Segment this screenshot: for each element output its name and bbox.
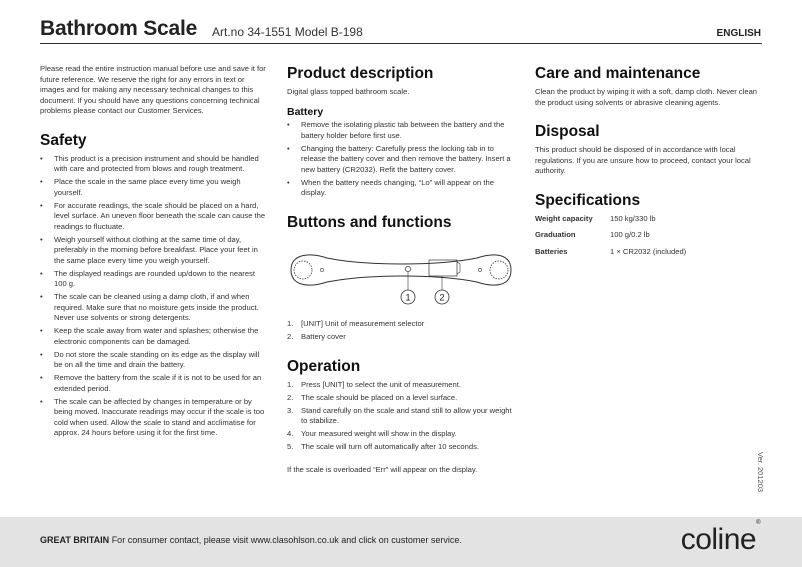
list-item: 1. [UNIT] Unit of measurement selector — [287, 319, 425, 328]
spec-value: 100 g/0.2 lb — [610, 230, 650, 239]
callout-label-2: 2 — [439, 292, 445, 303]
operation-heading: Operation — [287, 357, 361, 375]
callout-label-1: 1 — [405, 292, 411, 303]
registered-mark: ® — [756, 520, 760, 526]
column-right — [535, 64, 763, 263]
product-heading: Product description — [287, 65, 434, 82]
scale-body-outline — [291, 254, 511, 284]
header-divider — [40, 43, 762, 44]
version-label: Ver. 201203 — [756, 452, 765, 493]
spec-value: 1 × CR2032 (included) — [610, 246, 687, 256]
battery-heading: Battery — [287, 105, 324, 118]
specifications-heading: Specifications — [535, 191, 641, 209]
list-item: • Remove the isolating plastic tab between the battery and the battery holder before first use. — [287, 120, 515, 141]
list-item: • Weigh yourself without clothing at the same time of day, preferably in the morning before breakfast. Place your feet in the same place every time you weigh yourself. — [40, 235, 268, 267]
table-row — [535, 214, 686, 231]
footer-contact-text: For consumer contact, please visit www.clasohlson.co.uk and click on customer service. — [111, 535, 462, 545]
footer-country: GREAT BRITAIN — [40, 535, 110, 545]
operation-list — [287, 380, 515, 453]
column-left — [40, 64, 268, 441]
battery-list — [287, 120, 515, 199]
intro-text: Please read the entire instruction manual before use and save it for future reference. We reserve the right for any errors in text or images and for making any necessary technical changes to this document. If you should have any questions concerning technical problems please contact our Customer Services. — [40, 64, 266, 115]
footer-contact — [40, 535, 462, 545]
list-item: • The displayed readings are rounded up/down to the nearest 100 g. — [40, 269, 268, 290]
list-item: 3. Stand carefully on the scale and stand still to allow your weight to stabilize. — [287, 405, 512, 425]
list-item: 2. The scale should be placed on a level surface. — [287, 392, 458, 402]
disposal-text: This product should be disposed of in accordance with local regulations. If you are unsure how to proceed, contact your local authority. — [535, 145, 751, 175]
list-item: • Place the scale in the same place every time you weigh yourself. — [40, 177, 268, 198]
table-row — [535, 230, 686, 247]
document-title: Bathroom Scale — [40, 17, 198, 40]
article-number: Art.no 34-1551 Model B-198 — [212, 25, 363, 39]
safety-heading: Safety — [40, 131, 87, 149]
buttons-list — [287, 319, 515, 343]
language-label: ENGLISH — [716, 28, 761, 39]
care-heading: Care and maintenance — [535, 65, 701, 82]
scale-diagram — [287, 244, 515, 310]
disposal-heading: Disposal — [535, 123, 600, 140]
spec-label: Batteries — [535, 246, 568, 256]
list-item: • Keep the scale away from water and splashes; otherwise the electronic components can be damaged. — [40, 326, 268, 347]
buttons-heading: Buttons and functions — [287, 213, 452, 231]
list-item: • Changing the battery: Carefully press the locking tab in to release the battery cover and then remove the battery. Insert a new battery (CR2032). Refit the battery cover. — [287, 144, 515, 176]
footer-bar — [0, 517, 802, 567]
list-item: 1. Press [UNIT] to select the unit of measurement. — [287, 379, 461, 389]
list-item: • The scale can be affected by changes in temperature or by being moved. Inaccurate readings may occur if the scale is too cold when used. Allow the scale to stand and acclimatise for approx. 24 hours before using it for the first time. — [40, 397, 268, 439]
list-item: 5. The scale will turn off automatically after 10 seconds. — [287, 442, 479, 451]
overload-note: If the scale is overloaded “Err” will appear on the display. — [287, 464, 478, 474]
specifications-table — [535, 214, 686, 264]
brand-logo: coline® — [680, 520, 760, 556]
list-item: 2. Battery cover — [287, 332, 346, 341]
list-item: • This product is a precision instrument and should be handled with care and protected from blows and rough treatment. — [40, 154, 268, 175]
list-item: • The scale can be cleaned using a damp cloth, if and when required. Make sure that no moisture gets inside the product. Never use solvents or strong detergents. — [40, 292, 268, 324]
column-middle — [287, 64, 515, 475]
product-text: Digital glass topped bathroom scale. — [287, 87, 410, 96]
list-item: • When the battery needs changing, “Lo” will appear on the display. — [287, 178, 515, 199]
list-item: 4. Your measured weight will show in the display. — [287, 429, 457, 438]
spec-value: 150 kg/330 lb — [610, 213, 656, 223]
care-text: Clean the product by wiping it with a soft, damp cloth. Never clean the product using solvents or abrasive cleaning agents. — [535, 87, 758, 107]
spec-label: Weight capacity — [535, 213, 593, 223]
list-item: • For accurate readings, the scale should be placed on a hard, level surface. An uneven floor beneath the scale can cause the readings to fluctuate. — [40, 201, 268, 233]
table-row — [535, 247, 686, 264]
list-item: • Do not store the scale standing on its edge as the display will be on all the time and drain the battery. — [40, 350, 268, 371]
safety-list — [40, 154, 268, 439]
spec-label: Graduation — [535, 230, 576, 239]
list-item: • Remove the battery from the scale if it is not to be used for an extended period. — [40, 373, 268, 394]
